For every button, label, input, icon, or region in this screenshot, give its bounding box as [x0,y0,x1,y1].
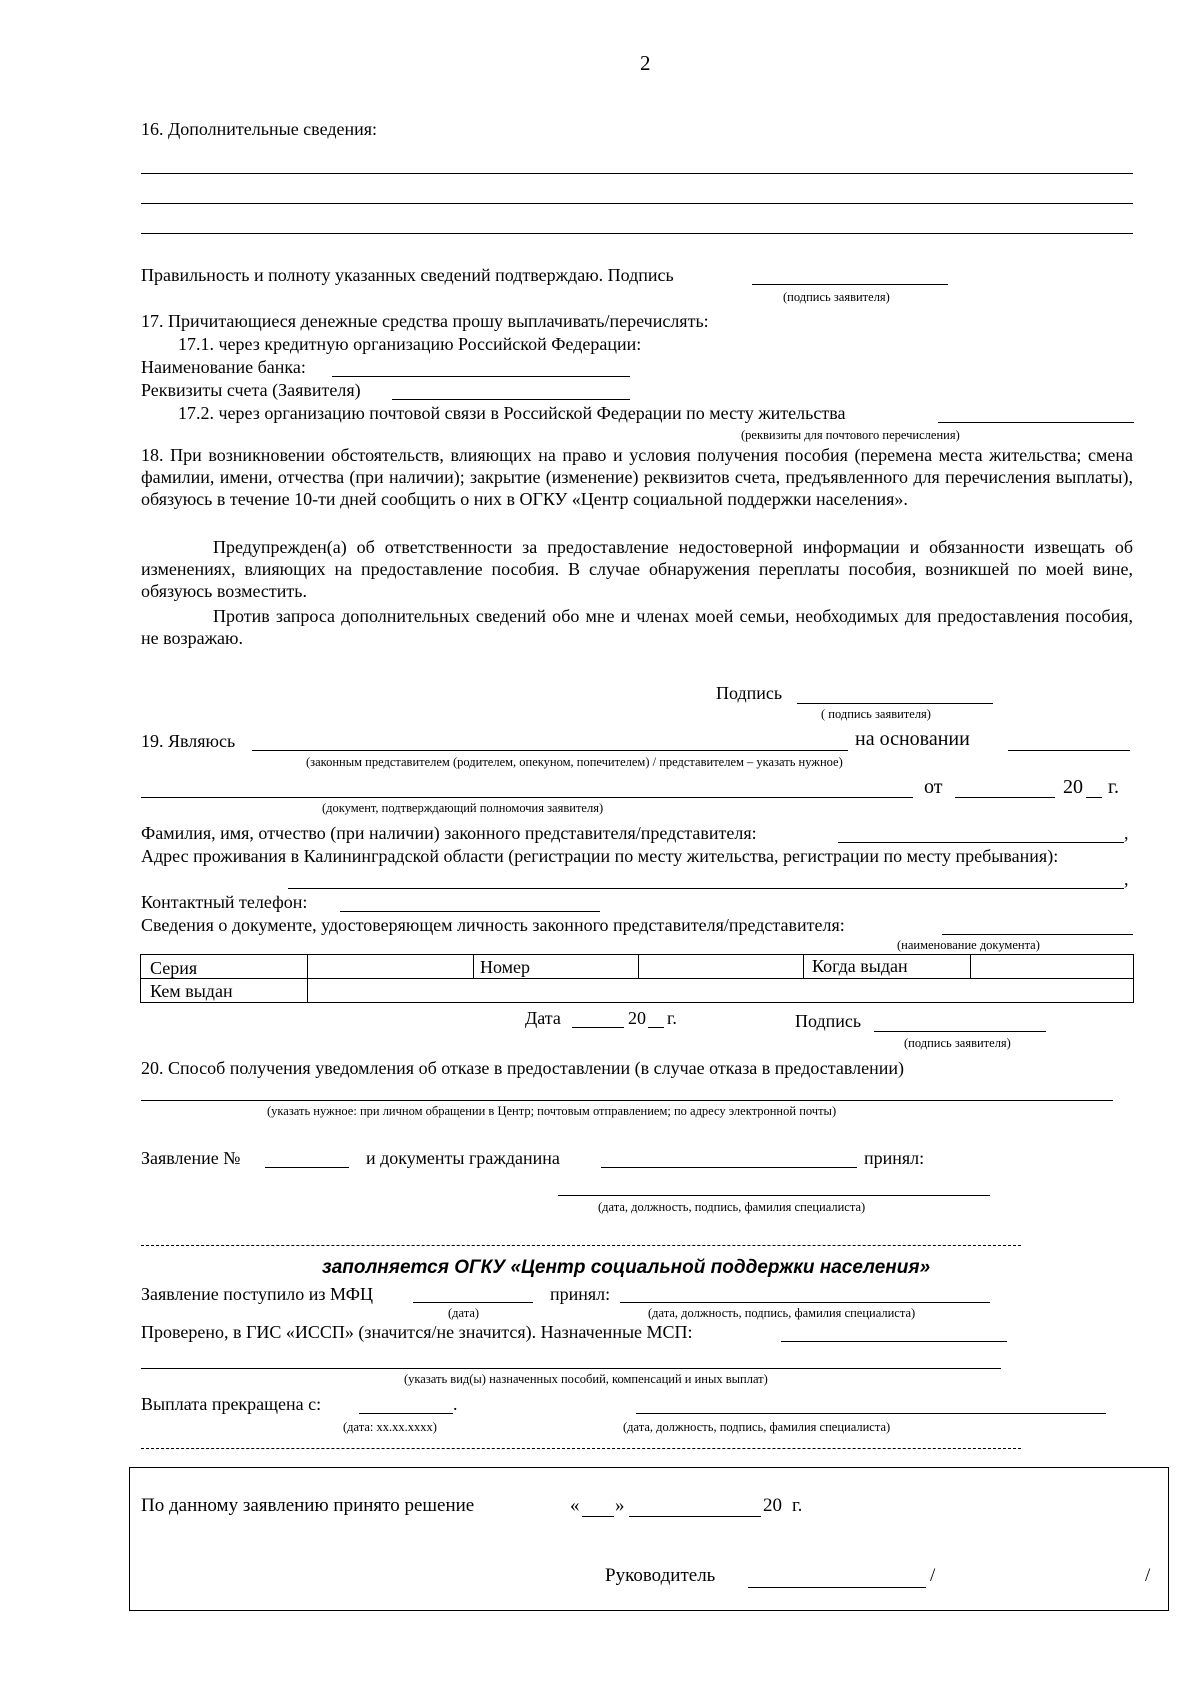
applicant-signature-field-3[interactable] [874,1031,1046,1032]
issued-date-value[interactable] [973,956,1132,977]
cut-line [141,1448,1021,1449]
date-label: Дата [525,1008,561,1028]
citizen-documents-label: и документы гражданина [366,1148,560,1168]
bank-name-label: Наименование банка: [141,357,306,377]
confirm-statement: Правильность и полноту указанных сведений подтверждаю. Подпись [141,265,674,285]
from-label: от [924,776,943,798]
bank-name-field[interactable] [332,376,630,377]
citizen-name-field[interactable] [601,1167,857,1168]
signature-label: Подпись [716,683,783,703]
section-19-iam: 19. Являюсь [141,731,236,751]
head-label: Руководитель [605,1565,716,1586]
section-18-paragraph-3: Против запроса дополнительных сведений обо мне и членах моей семьи, необходимых для предоставления пособия, не возражаю. [141,606,1133,648]
phone-label: Контактный телефон: [141,892,308,912]
representative-address-label: Адрес проживания в Калининградской области (регистрации по месту жительства, регистрации по месту пребывания): [141,846,1059,866]
application-number-field[interactable] [265,1167,349,1168]
additional-info-line-3[interactable] [141,233,1133,234]
close-quote: » [615,1495,625,1516]
authority-document-field[interactable] [141,797,913,798]
date-year-field[interactable] [648,1027,664,1028]
basis-field[interactable] [1008,750,1130,751]
representative-type-field[interactable] [252,750,848,751]
decision-month-field[interactable] [629,1516,761,1517]
slash: / [930,1565,936,1586]
postal-details-hint: (реквизиты для почтового перечисления) [741,428,960,442]
comma: , [1124,869,1129,889]
identity-document-label: Сведения о документе, удостоверяющем личность законного представителя/представителя: [141,915,845,935]
account-details-label: Реквизиты счета (Заявителя) [141,380,361,400]
authority-year-suffix: г. [1108,776,1119,798]
issued-by-label: Кем выдан [150,981,233,1001]
date-field[interactable] [572,1027,624,1028]
series-value[interactable] [310,956,471,977]
payment-types-hint: (указать вид(ы) назначенных пособий, компенсаций и иных выплат) [404,1372,768,1386]
series-label: Серия [150,958,198,978]
specialist-hint: (дата, должность, подпись, фамилия специалиста) [598,1200,866,1214]
table-col-divider [638,954,639,979]
signature-hint: ( подпись заявителя) [821,707,931,721]
decision-label: По данному заявлению принято решение [141,1495,475,1516]
postal-details-field[interactable] [938,422,1134,423]
open-quote: « [570,1495,580,1516]
center-specialist-field[interactable] [620,1302,990,1303]
phone-field[interactable] [340,911,600,912]
table-col-divider [803,954,804,979]
mfc-date-field[interactable] [413,1302,533,1303]
section-17-title: 17. Причитающиеся денежные средства прошу выплачивать/перечислять: [141,311,709,331]
center-section-heading: заполняется ОГКУ «Центр социальной поддержки населения» [322,1257,931,1278]
representative-fio-label: Фамилия, имя, отчество (при наличии) законного представителя/представителя: [141,823,757,843]
date-hint: (дата) [448,1306,480,1320]
specialist-hint: (дата, должность, подпись, фамилия специалиста) [648,1306,916,1320]
notification-method-hint: (указать нужное: при личном обращении в Центр; почтовым отправлением; по адресу электронной почты) [267,1104,837,1118]
applicant-signature-field-1[interactable] [752,284,948,285]
decision-box [129,1467,1169,1611]
payment-stopped-label: Выплата прекращена с: [141,1394,322,1414]
section-18-paragraph-1: 18. При возникновении обстоятельств, влияющих на право и условия получения пособия (перемена места жительства; смена фамилии, имени, отчества (при наличии); закрытие (изменение) реквизитов счета, предъявленного для перечисления выплаты), обязуюсь в течение 10-ти дней сообщить о них в ОГКУ «Центр социальной поддержки населения». [141,445,1133,509]
account-details-field[interactable] [392,399,630,400]
stopping-specialist-field[interactable] [636,1413,1106,1414]
comma: , [1124,823,1129,843]
number-value[interactable] [641,956,801,977]
head-signature-field[interactable] [748,1587,926,1588]
payment-stopped-date-field[interactable] [359,1413,453,1414]
decision-year-suffix: г. [792,1495,803,1516]
section-17-2: 17.2. через организацию почтовой связи в Российской Федерации по месту жительства [178,403,846,423]
receiving-specialist-field[interactable] [558,1195,990,1196]
date-format-hint: (дата: хх.хх.хххх) [343,1420,437,1434]
authority-year: 20 [1063,776,1083,798]
table-row-divider [140,978,1134,979]
section-17-1: 17.1. через кредитную организацию Российской Федерации: [178,334,642,354]
representative-fio-field[interactable] [838,842,1124,843]
table-col-divider [473,954,474,979]
section-20-title: 20. Способ получения уведомления об отказе в предоставлении (в случае отказа в предоставлении) [141,1058,904,1078]
specialist-hint: (дата, должность, подпись, фамилия специалиста) [623,1420,891,1434]
identity-document-name-field[interactable] [942,934,1133,935]
representative-hint: (законным представителем (родителем, опекуном, попечителем) / представителем – указать нужное) [306,755,843,769]
head-name-field[interactable] [942,1587,1142,1588]
date-year: 20 [628,1008,646,1028]
notification-method-field[interactable] [141,1100,1113,1101]
decision-day-field[interactable] [582,1516,614,1517]
table-col-divider [307,954,308,1003]
additional-info-line-1[interactable] [141,173,1133,174]
cut-line [141,1245,1021,1246]
application-number-label: Заявление № [141,1148,241,1168]
table-col-divider [970,954,971,979]
issued-by-value[interactable] [310,980,1132,1001]
authority-date-field[interactable] [955,797,1055,798]
slash: / [1145,1565,1151,1586]
additional-info-line-2[interactable] [141,203,1133,204]
document-name-hint: (наименование документа) [897,938,1040,952]
assigned-msp-field-2[interactable] [141,1368,1001,1369]
section-18-paragraph-2: Предупрежден(а) об ответственности за предоставление недостоверной информации и обязанности извещать об изменениях, влияющих на предоставление пособия. В случае обнаружения переплаты пособия, возникшей по моей вине, обязуюсь возместить. [141,537,1133,601]
from-mfc-label: Заявление поступило из МФЦ [141,1284,373,1304]
page-number: 2 [640,51,651,75]
basis-label: на основании [855,728,970,750]
decision-year: 20 [763,1495,782,1516]
representative-address-field[interactable] [288,888,1124,889]
gis-check-label: Проверено, в ГИС «ИССП» (значится/не значится). Назначенные МСП: [141,1322,693,1342]
signature-label: Подпись [795,1011,862,1031]
period: . [453,1394,458,1414]
assigned-msp-field[interactable] [781,1341,1007,1342]
issued-date-label: Когда выдан [812,956,908,976]
applicant-signature-field-2[interactable] [797,703,993,704]
section-16-title: 16. Дополнительные сведения: [141,119,378,139]
accepted-label: принял: [550,1284,611,1304]
number-label: Номер [480,957,531,977]
signature-hint: (подпись заявителя) [783,290,890,304]
signature-hint: (подпись заявителя) [904,1036,1011,1050]
authority-document-hint: (документ, подтверждающий полномочия заявителя) [322,801,604,815]
accepted-label: принял: [864,1148,925,1168]
authority-year-field[interactable] [1086,797,1102,798]
date-year-suffix: г. [667,1008,677,1028]
